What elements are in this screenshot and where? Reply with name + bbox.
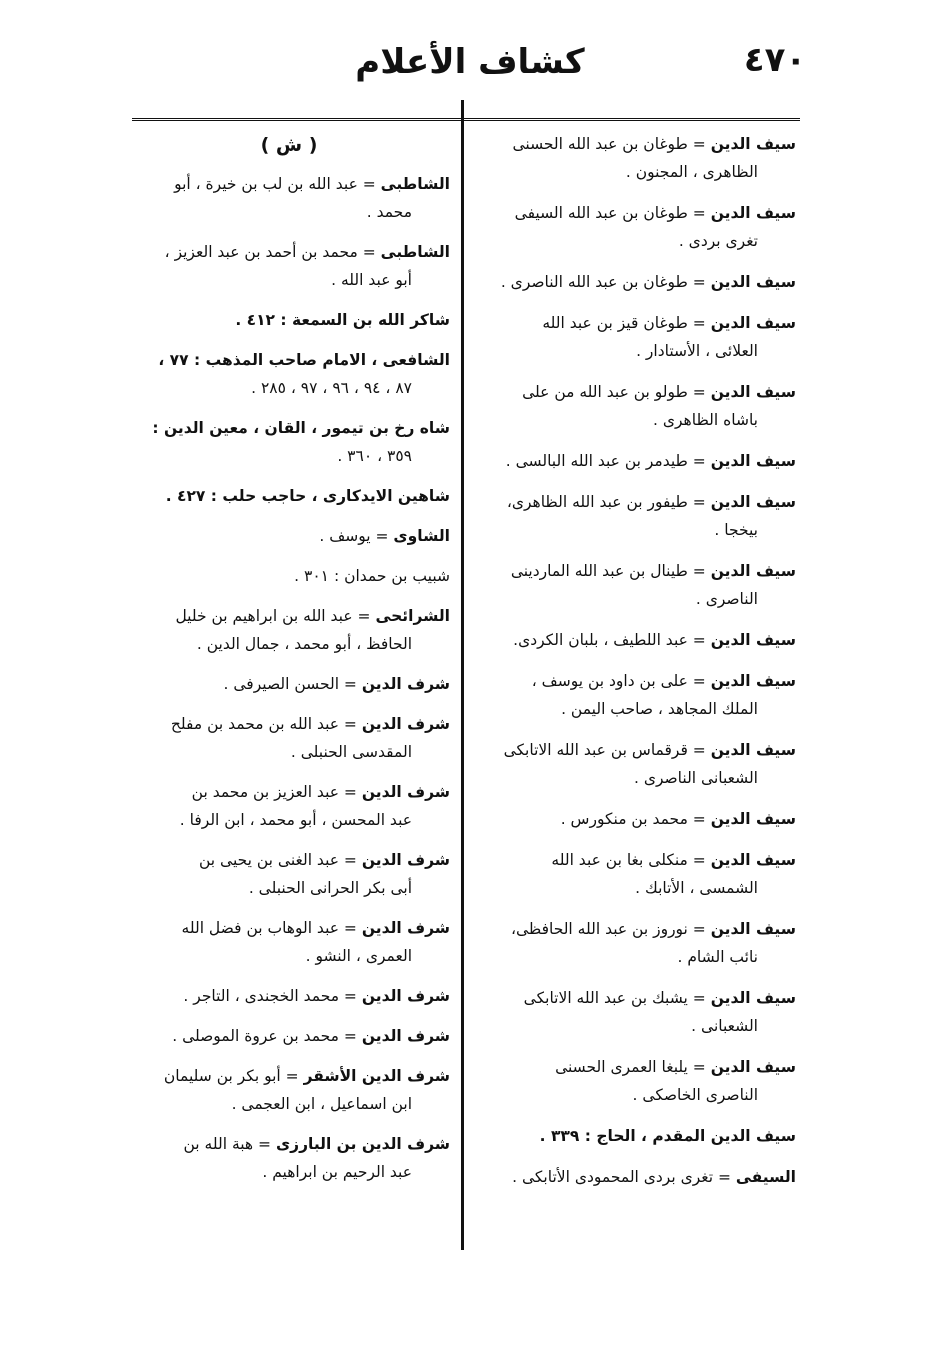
- entry-term: سيف الدين: [710, 810, 796, 828]
- entry-text: = طوغان بن عبد الله الناصرى .: [500, 273, 711, 291]
- index-entry: [128, 238, 450, 294]
- entry-term: الشرائحى: [375, 607, 450, 625]
- index-entry: [478, 915, 796, 971]
- entry-continuation: أبو عبد الله .: [331, 271, 412, 289]
- entry-term: الشاطبى: [380, 243, 450, 261]
- entry-continuation: الشمسى ، الأتابك .: [635, 879, 758, 897]
- entry-continuation: ابن اسماعيل ، ابن العجمى .: [231, 1095, 412, 1113]
- entry-term: سيف الدين: [710, 920, 796, 938]
- entry-continuation: تغرى بردى .: [678, 232, 758, 250]
- entry-term: شرف الدين: [361, 1027, 450, 1045]
- entry-text: = طيدمر بن عبد الله البالسى .: [505, 452, 711, 470]
- index-entry: [478, 1053, 796, 1109]
- index-entry: [478, 199, 796, 255]
- entry-text: = عبد العزيز بن محمد بن: [191, 783, 362, 801]
- entry-continuation: المقدسى الحنبلى .: [290, 743, 412, 761]
- entry-text: = عبد الله بن لب بن خيرة ، أبو: [174, 175, 381, 193]
- entry-continuation: الشعبانى الناصرى .: [633, 769, 758, 787]
- index-entry: [478, 846, 796, 902]
- entry-term: سيف الدين: [710, 851, 796, 869]
- entry-term: سيف الدين: [710, 741, 796, 759]
- index-entry: [478, 268, 796, 296]
- index-entry: [128, 982, 450, 1010]
- entry-term: شاكر الله بن السمعة : ٤١٢ .: [235, 311, 450, 329]
- entry-text: = محمد بن عروة الموصلى .: [172, 1027, 362, 1045]
- entry-term: سيف الدين: [710, 493, 796, 511]
- entry-term: شرف الدين: [361, 851, 450, 869]
- index-entry: [128, 670, 450, 698]
- index-entry: [478, 447, 796, 475]
- entry-term: شاهين الايدكارى ، حاجب حلب : ٤٢٧ .: [165, 487, 450, 505]
- entry-continuation: باشاه الظاهرى .: [653, 411, 758, 429]
- left-column: [128, 130, 450, 1198]
- entry-term: شرف الدين بن البارزى: [275, 1135, 450, 1153]
- entry-continuation: العمرى ، النشو .: [305, 947, 412, 965]
- index-entry: [128, 170, 450, 226]
- entry-term: شرف الدين الأشقر: [303, 1067, 450, 1085]
- entry-term: سيف الدين: [710, 204, 796, 222]
- entry-text: شبيب بن حمدان : ٣٠١ .: [294, 567, 450, 585]
- entry-text: = الحسن الصيرفى .: [223, 675, 362, 693]
- index-entry: [478, 488, 796, 544]
- entry-term: سيف الدين: [710, 989, 796, 1007]
- entry-continuation: أبى بكر الحرانى الحنبلى .: [248, 879, 412, 897]
- entry-text: = عبد الله بن ابراهيم بن خليل: [175, 607, 376, 625]
- entry-term: سيف الدين: [710, 273, 796, 291]
- entry-term: سيف الدين المقدم ، الحاج : ٣٣٩ .: [539, 1127, 796, 1145]
- right-column: [478, 130, 796, 1204]
- entry-text: = يوسف .: [319, 527, 394, 545]
- entry-term: سيف الدين: [710, 452, 796, 470]
- entry-term: سيف الدين: [710, 631, 796, 649]
- entry-continuation: بيخجا .: [714, 521, 758, 539]
- column-divider: [461, 100, 464, 1250]
- entry-text: = عبد الوهاب بن فضل الله: [181, 919, 362, 937]
- entry-continuation: محمد .: [366, 203, 412, 221]
- entry-term: شرف الدين: [361, 919, 450, 937]
- index-entry: [128, 522, 450, 550]
- entry-term: سيف الدين: [710, 314, 796, 332]
- index-entry: [478, 557, 796, 613]
- entry-text: = محمد بن أحمد بن عبد العزيز ،: [164, 243, 381, 261]
- entry-text: = منكلى بغا بن عبد الله: [551, 851, 711, 869]
- entry-continuation: الناصرى الخاصكى .: [632, 1086, 758, 1104]
- index-entry: [128, 414, 450, 470]
- index-entry: [128, 482, 450, 510]
- entry-term: شاه رخ بن تيمور ، القان ، معين الدين :: [152, 419, 450, 437]
- entry-term: شرف الدين: [361, 675, 450, 693]
- index-entry: [478, 1163, 796, 1191]
- entry-text: = طوغان بن عبد الله الحسنى: [512, 135, 711, 153]
- entry-term: شرف الدين: [361, 783, 450, 801]
- entry-continuation: ٣٥٩ ، ٣٦٠ .: [337, 447, 412, 465]
- entry-text: = على بن داود بن يوسف ،: [531, 672, 711, 690]
- index-entry: [128, 602, 450, 658]
- entry-continuation: العلائى ، الأستادار .: [636, 342, 758, 360]
- index-entry: [128, 1062, 450, 1118]
- entry-text: = قرقماس بن عبد الله الاتابكى: [503, 741, 711, 759]
- entry-continuation: الظاهرى ، المجنون .: [625, 163, 758, 181]
- page-number: ٤٧٠: [743, 40, 807, 80]
- entry-text: = عبد اللطيف ، بلبان الكردى.: [513, 631, 711, 649]
- letter-heading: ( ش ): [260, 134, 318, 156]
- entry-term: شرف الدين: [361, 715, 450, 733]
- entry-term: سيف الدين: [710, 383, 796, 401]
- entry-continuation: نائب الشام .: [677, 948, 758, 966]
- entry-term: سيف الدين: [710, 1058, 796, 1076]
- index-entry: [478, 984, 796, 1040]
- index-entry: [128, 346, 450, 402]
- index-entry: [128, 1130, 450, 1186]
- entry-text: = طيفور بن عبد الله الظاهرى،: [506, 493, 711, 511]
- entry-continuation: الناصرى .: [695, 590, 758, 608]
- page-header: [0, 30, 949, 92]
- index-entry: [128, 562, 450, 590]
- entry-term: الشاوى: [393, 527, 450, 545]
- entry-text: = نوروز بن عبد الله الحافظى،: [510, 920, 711, 938]
- index-entry: [478, 130, 796, 186]
- entry-text: = طوغان قيز بن عبد الله: [542, 314, 711, 332]
- entry-term: سيف الدين: [710, 562, 796, 580]
- entry-text: = يشبك بن عبد الله الاتابكى: [523, 989, 711, 1007]
- index-entry: [478, 667, 796, 723]
- entry-text: = طوغان بن عبد الله السيفى: [514, 204, 711, 222]
- index-entry: [128, 778, 450, 834]
- entry-term: الشافعى ، الامام صاحب المذهب : ٧٧ ،: [158, 351, 450, 369]
- index-entry: [128, 846, 450, 902]
- entry-continuation: الشعبانى .: [691, 1017, 758, 1035]
- index-entry: [128, 1022, 450, 1050]
- entry-term: سيف الدين: [710, 672, 796, 690]
- index-entry: [478, 309, 796, 365]
- entry-text: = طينال بن عبد الله الماردينى: [510, 562, 711, 580]
- index-entry: [128, 306, 450, 334]
- index-entry: [128, 710, 450, 766]
- entry-text: = محمد بن منكورس .: [560, 810, 711, 828]
- running-title: كشاف الأعلام: [355, 42, 585, 82]
- entry-term: الشاطبى: [380, 175, 450, 193]
- entry-term: السيفى: [735, 1168, 796, 1186]
- entry-text: = عبد الغنى بن يحيى بن: [198, 851, 362, 869]
- entry-text: = طولو بن عبد الله من على: [522, 383, 711, 401]
- entry-text: = عبد الله بن محمد بن مفلح: [170, 715, 362, 733]
- entry-text: = تغرى بردى المحمودى الأتابكى .: [512, 1168, 736, 1186]
- entry-term: شرف الدين: [361, 987, 450, 1005]
- entry-text: = هبة الله بن: [183, 1135, 276, 1153]
- index-entry: [128, 914, 450, 970]
- entry-text: = أبو بكر بن سليمان: [163, 1067, 304, 1085]
- entry-text: = يلبغا العمرى الحسنى: [555, 1058, 711, 1076]
- entry-continuation: الحافظ ، أبو محمد ، جمال الدين .: [196, 635, 412, 653]
- header-rule: [132, 118, 800, 121]
- entry-continuation: عبد المحسن ، أبو محمد ، ابن الرفا .: [179, 811, 412, 829]
- entry-continuation: الملك المجاهد ، صاحب اليمن .: [561, 700, 758, 718]
- entry-text: = محمد الخجندى ، التاجر .: [183, 987, 362, 1005]
- entry-continuation: عبد الرحيم بن ابراهيم .: [262, 1163, 412, 1181]
- index-entry: [478, 805, 796, 833]
- index-entry: [478, 378, 796, 434]
- index-entry: [478, 626, 796, 654]
- index-entry: [478, 1122, 796, 1150]
- index-entry: [478, 736, 796, 792]
- entry-continuation: ٨٧ ، ٩٤ ، ٩٦ ، ٩٧ ، ٢٨٥ .: [251, 379, 412, 397]
- entry-term: سيف الدين: [710, 135, 796, 153]
